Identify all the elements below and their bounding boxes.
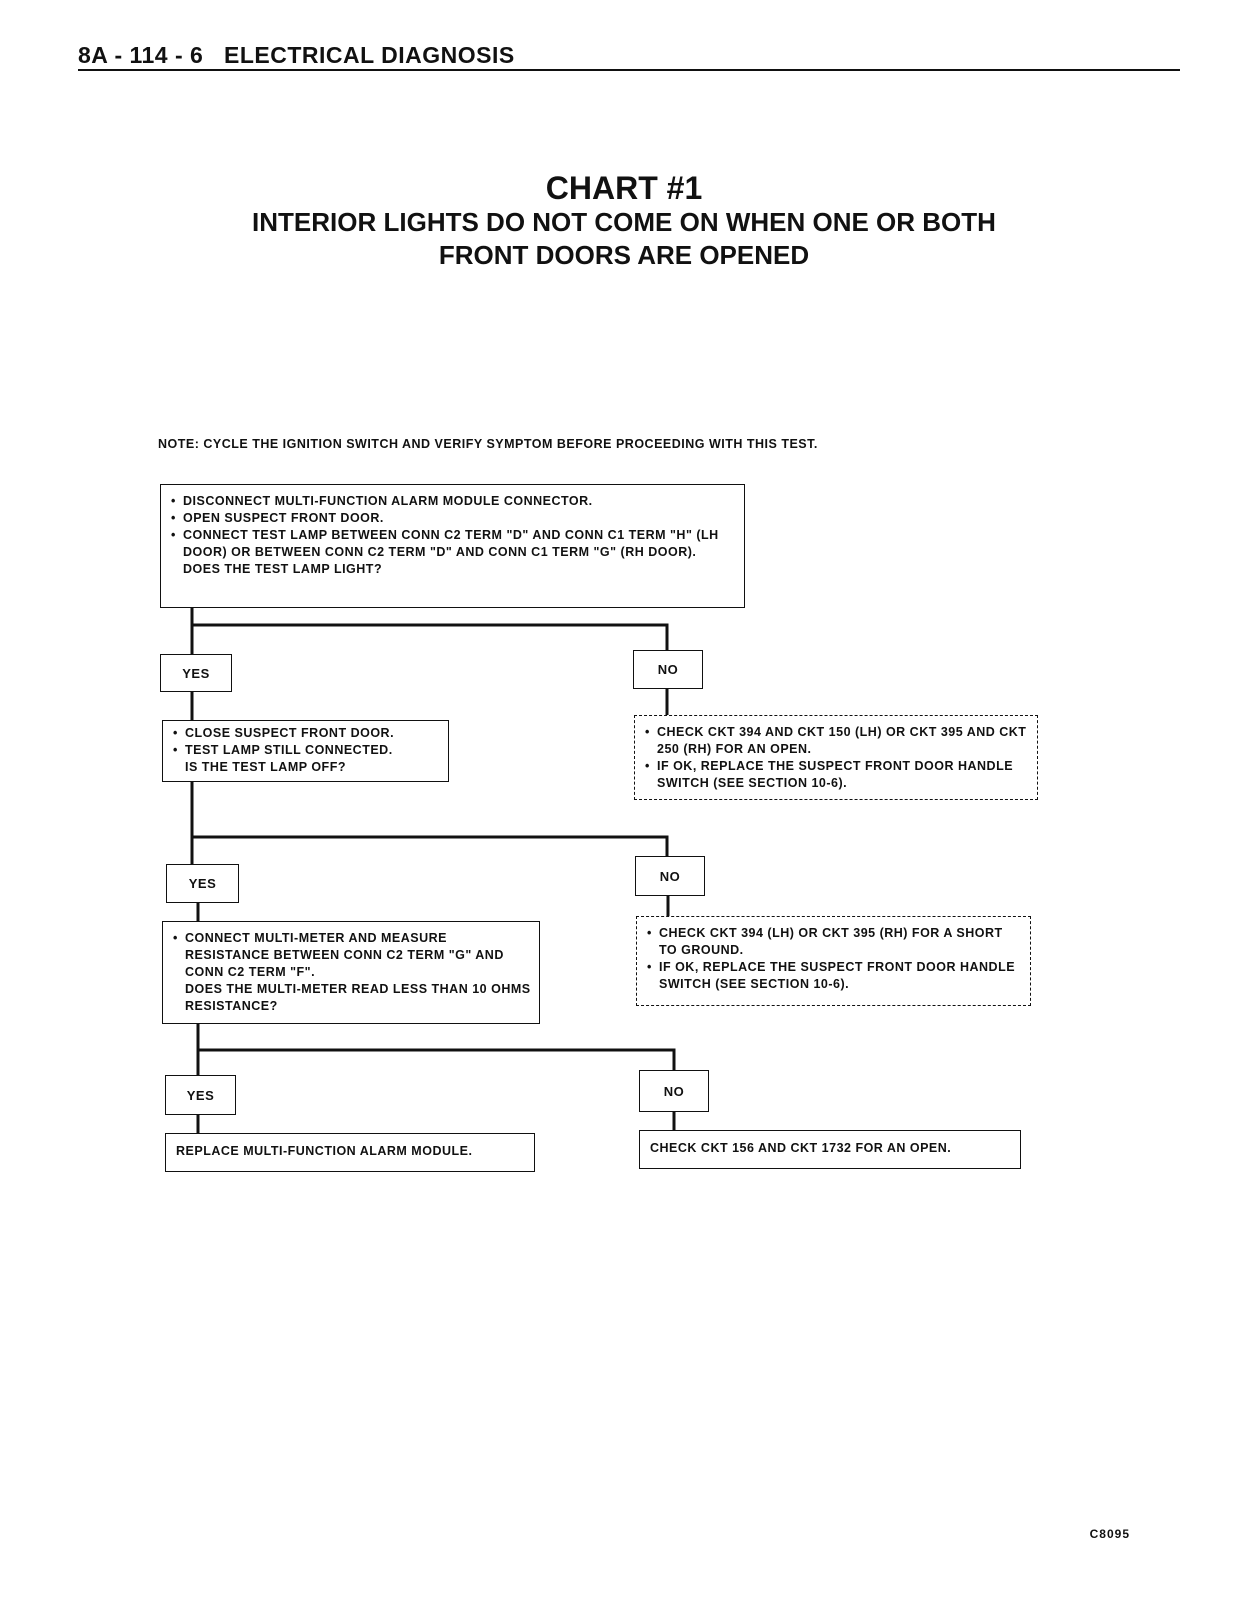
- step-1-item: • DISCONNECT MULTI-FUNCTION ALARM MODULE CONNECTOR.: [169, 493, 736, 510]
- step-3-box: [162, 921, 540, 1024]
- chart-subtitle-line-1: INTERIOR LIGHTS DO NOT COME ON WHEN ONE OR BOTH: [252, 207, 996, 237]
- step-2-no-action-box: [636, 916, 1031, 1006]
- procedure-note: NOTE: CYCLE THE IGNITION SWITCH AND VERIFY SYMPTOM BEFORE PROCEEDING WITH THIS TEST.: [158, 437, 818, 451]
- step-3-yes-label: YES: [165, 1075, 236, 1115]
- step-1-no-action-box: [634, 715, 1038, 800]
- chart-title: CHART #1: [545, 170, 703, 206]
- page-reference: 8A - 114 - 6: [78, 42, 204, 68]
- step-3-question: DOES THE MULTI-METER READ LESS THAN 10 OHMS RESISTANCE?: [185, 982, 531, 1013]
- connector-step2: [192, 781, 667, 864]
- result-replace-module-box: [165, 1133, 535, 1172]
- result-replace-module: REPLACE MULTI-FUNCTION ALARM MODULE.: [176, 1144, 473, 1158]
- step-3-no-label: NO: [639, 1070, 709, 1112]
- step-1-item: • CONNECT TEST LAMP BETWEEN CONN C2 TERM "D" AND CONN C1 TERM "H" (LH DOOR) OR BETWEEN CONN C2 TERM "D" AND CONN C1 TERM "G" (RH DOOR).: [169, 527, 736, 561]
- result-check-circuit-box: [639, 1130, 1021, 1169]
- section-title: ELECTRICAL DIAGNOSIS: [224, 42, 515, 68]
- step-2-question: IS THE TEST LAMP OFF?: [185, 760, 346, 774]
- step-2-yes-label: YES: [166, 864, 239, 903]
- step-2-no-item: • CHECK CKT 394 (LH) OR CKT 395 (RH) FOR A SHORT TO GROUND.: [645, 925, 1022, 959]
- step-1-question: DOES THE TEST LAMP LIGHT?: [183, 562, 383, 576]
- step-1-no-item: • IF OK, REPLACE THE SUSPECT FRONT DOOR HANDLE SWITCH (SEE SECTION 10-6).: [643, 758, 1029, 792]
- step-3-item: • CONNECT MULTI-METER AND MEASURE RESISTANCE BETWEEN CONN C2 TERM "G" AND CONN C2 TERM "F".: [171, 930, 531, 981]
- figure-code: C8095: [1089, 1527, 1130, 1541]
- step-1-yes-label: YES: [160, 654, 232, 692]
- step-2-no-label: NO: [635, 856, 705, 896]
- step-1-item: • OPEN SUSPECT FRONT DOOR.: [169, 510, 736, 527]
- step-2-item: • CLOSE SUSPECT FRONT DOOR.: [171, 725, 440, 742]
- connector-step3: [198, 1023, 674, 1075]
- step-1-no-label: NO: [633, 650, 703, 689]
- step-2-box: [162, 720, 449, 782]
- step-1-box: [160, 484, 745, 608]
- step-2-item: • TEST LAMP STILL CONNECTED.: [171, 742, 440, 759]
- step-1-no-item: • CHECK CKT 394 AND CKT 150 (LH) OR CKT 395 AND CKT 250 (RH) FOR AN OPEN.: [643, 724, 1029, 758]
- result-check-circuit: CHECK CKT 156 AND CKT 1732 FOR AN OPEN.: [650, 1141, 952, 1155]
- connector-step1: [192, 607, 667, 654]
- chart-subtitle-line-2: FRONT DOORS ARE OPENED: [438, 240, 810, 270]
- step-2-no-item: • IF OK, REPLACE THE SUSPECT FRONT DOOR HANDLE SWITCH (SEE SECTION 10-6).: [645, 959, 1022, 993]
